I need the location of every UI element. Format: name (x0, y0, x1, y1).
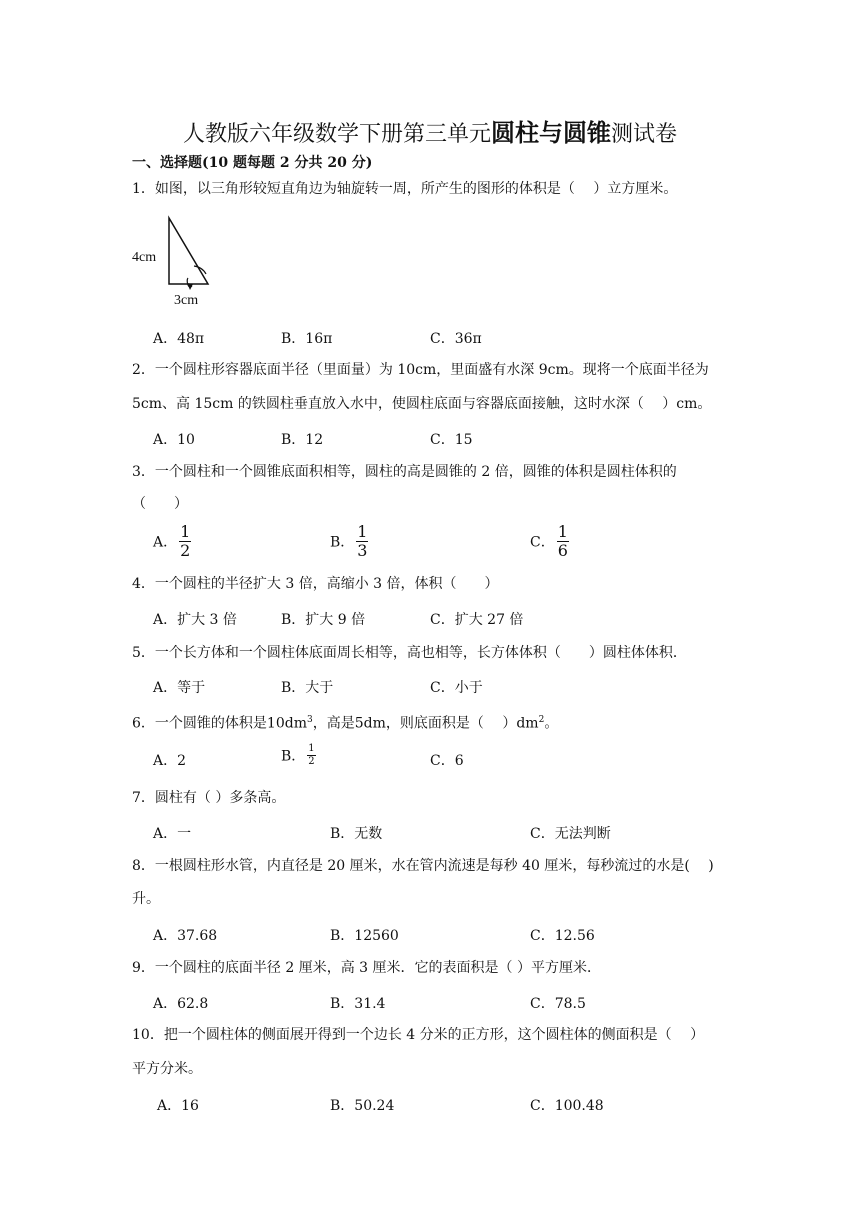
q5-option-b[interactable]: B．大于 (281, 680, 334, 696)
question-2-line-2: 5cm、高 15cm 的铁圆柱垂直放入水中，使圆柱底面与容器底面接触，这时水深（ ）cm。 (132, 396, 712, 412)
fraction-numerator: 1 (180, 522, 191, 541)
figure-bottom-label: 3cm (174, 293, 199, 308)
q6-option-b[interactable] (281, 744, 316, 767)
fraction-denominator: 2 (308, 756, 315, 767)
q3-option-b[interactable] (330, 524, 368, 559)
q4-option-b[interactable]: B．扩大 9 倍 (281, 612, 366, 628)
q3-option-c[interactable] (530, 524, 569, 559)
fraction-numerator: 1 (308, 743, 315, 754)
q9-option-c[interactable]: C．78.5 (530, 996, 586, 1012)
question-3-line-1: 3．一个圆柱和一个圆锥底面积相等，圆柱的高是圆锥的 2 倍，圆锥的体积是圆柱体积的 (132, 464, 677, 480)
q6-text-c: ，则底面积是（ ） (385, 715, 517, 732)
q6-volume-value: 10dm (266, 715, 307, 732)
title-part-3: 测试卷 (611, 122, 678, 147)
question-2-line-1: 2．一个圆柱形容器底面半径（里面量）为 10cm，里面盛有水深 9cm。现将一个底面半径为 (132, 362, 709, 378)
question-5-text: 5．一个长方体和一个圆柱体底面周长相等，高也相等，长方体体积（ ）圆柱体体积． (132, 645, 687, 661)
q8-option-a[interactable]: A．37.68 (153, 928, 218, 944)
q6-area-exponent: 2 (538, 715, 545, 725)
question-10-line-2: 平方分米。 (132, 1061, 202, 1077)
question-3-line-2: （ ） (132, 496, 188, 512)
question-7-text: 7．圆柱有（ ）多条高。 (132, 790, 286, 806)
fraction-denominator: 6 (557, 541, 568, 560)
q6-option-b-label: B． (281, 748, 306, 765)
q7-option-a[interactable]: A．一 (153, 826, 192, 842)
fraction-numerator: 1 (557, 522, 568, 541)
question-1-text: 1．如图，以三角形较短直角边为轴旋转一周，所产生的图形的体积是（ ）立方厘米。 (132, 181, 678, 197)
figure-left-label: 4cm (132, 250, 157, 265)
q6-option-c[interactable]: C．6 (430, 753, 464, 769)
page-title (0, 113, 860, 148)
q2-option-a[interactable]: A．10 (153, 432, 195, 448)
q1-option-b[interactable]: B．16π (281, 331, 333, 347)
q6-option-a[interactable]: A．2 (153, 753, 187, 769)
section-heading: 一、选择题(10 题每题 2 分共 20 分) (132, 155, 373, 171)
q3-option-c-label: C． (530, 534, 555, 551)
q3-option-c-fraction (557, 524, 569, 559)
question-10-line-1: 10．把一个圆柱体的侧面展开得到一个边长 4 分米的正方形，这个圆柱体的侧面积是（ ） (132, 1027, 705, 1043)
q6-text-b: ，高是 (312, 715, 355, 732)
title-part-2: 圆柱与圆锥 (491, 118, 611, 147)
question-6-text (132, 710, 558, 734)
q1-option-c[interactable]: C．36π (430, 331, 482, 347)
q10-option-a[interactable]: A．16 (157, 1098, 199, 1114)
q6-volume-exponent: 3 (306, 715, 313, 725)
q6-text-d: 。 (544, 715, 559, 732)
question-8-line-2: 升。 (132, 891, 160, 907)
q2-option-c[interactable]: C．15 (430, 432, 473, 448)
q10-option-c[interactable]: C．100.48 (530, 1098, 604, 1114)
q6-height-value: 5dm (354, 715, 386, 732)
q7-option-c[interactable]: C．无法判断 (530, 826, 611, 842)
fraction-denominator: 3 (357, 541, 368, 560)
q9-option-b[interactable]: B．31.4 (330, 996, 386, 1012)
q3-option-b-fraction (356, 524, 368, 559)
q8-option-c[interactable]: C．12.56 (530, 928, 595, 944)
q3-option-a-fraction (179, 524, 191, 559)
q2-option-b[interactable]: B．12 (281, 432, 324, 448)
triangle-shape (169, 218, 208, 284)
q1-option-a[interactable]: A．48π (153, 331, 205, 347)
q6-option-b-fraction (307, 744, 315, 767)
q4-option-c[interactable]: C．扩大 27 倍 (430, 612, 524, 628)
q9-option-a[interactable]: A．62.8 (153, 996, 209, 1012)
q10-option-b[interactable]: B．50.24 (330, 1098, 395, 1114)
q5-option-c[interactable]: C．小于 (430, 680, 483, 696)
q3-option-a[interactable] (153, 524, 191, 559)
q5-option-a[interactable]: A．等于 (153, 680, 206, 696)
question-4-text: 4．一个圆柱的半径扩大 3 倍，高缩小 3 倍，体积（ ） (132, 576, 499, 592)
fraction-numerator: 1 (357, 522, 368, 541)
q3-option-a-label: A． (153, 534, 178, 551)
question-1-triangle-figure (132, 214, 222, 309)
fraction-denominator: 2 (180, 541, 191, 560)
title-part-1: 人教版六年级数学下册第三单元 (182, 122, 491, 147)
q8-option-b[interactable]: B．12560 (330, 928, 399, 944)
question-9-text: 9．一个圆柱的底面半径 2 厘米，高 3 厘米．它的表面积是（ ）平方厘米． (132, 960, 601, 976)
q4-option-a[interactable]: A．扩大 3 倍 (153, 612, 237, 628)
q3-option-b-label: B． (330, 534, 355, 551)
question-8-line-1: 8．一根圆柱形水管，内直径是 20 厘米，水在管内流速是每秒 40 厘米，每秒流过的水是( ) (132, 858, 714, 874)
q6-area-unit: dm (516, 715, 539, 732)
q6-text-a: 6．一个圆锥的体积是 (132, 715, 267, 732)
q7-option-b[interactable]: B．无数 (330, 826, 383, 842)
